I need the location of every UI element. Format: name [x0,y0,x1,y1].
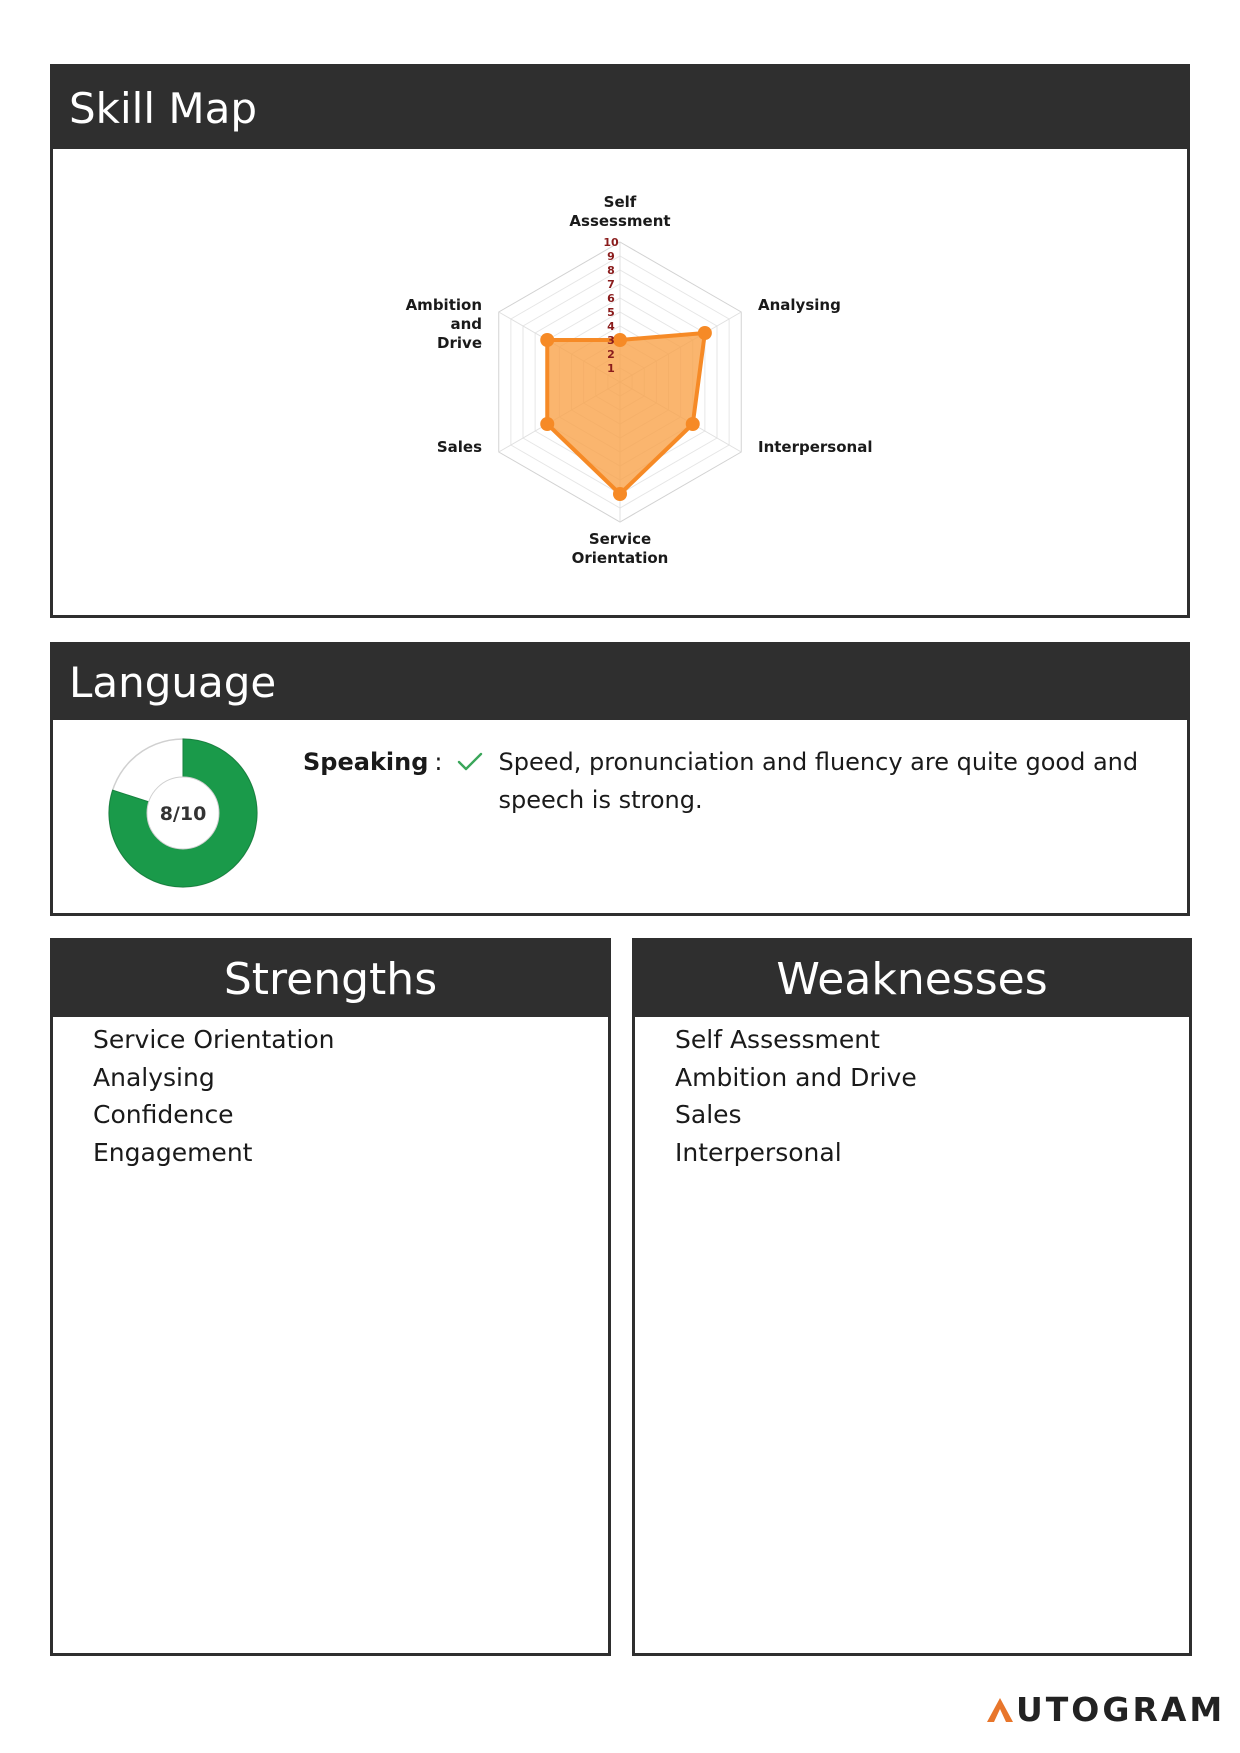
radar-tick-label: 9 [607,250,615,263]
weaknesses-title: Weaknesses [776,953,1048,1005]
radar-axis-label: Sales [436,438,482,456]
weakness-item: Sales [675,1100,742,1129]
radar-data-point [698,326,712,340]
radar-tick-label: 2 [607,348,615,361]
strengths-header [53,941,608,1017]
radar-tick-label: 7 [607,278,615,291]
skill-map-card [50,64,1190,618]
radar-tick-label: 5 [607,306,615,319]
radar-axis-label: and [450,315,482,333]
speaking-colon: : [434,748,443,776]
radar-tick-label: 3 [607,334,615,347]
weaknesses-card [632,938,1192,1656]
radar-tick-label: 8 [607,264,615,277]
language-header [53,645,1187,720]
strength-item: Service Orientation [93,1025,335,1054]
radar-axis-label: Analysing [758,296,841,314]
skill-map-header [53,67,1187,149]
radar-data-point [540,417,554,431]
skill-map-title: Skill Map [69,83,257,133]
radar-chart [53,149,1187,615]
radar-axis-label: Interpersonal [758,438,873,456]
radar-axis-label: Service [588,530,652,548]
radar-data-point [540,333,554,347]
radar-data-area [547,333,705,494]
radar-data-point [613,487,627,501]
speaking-label: Speaking [303,748,429,776]
brand-text: UTOGRAM [1016,1690,1226,1729]
weakness-item: Ambition and Drive [675,1062,917,1092]
check-icon [456,750,484,774]
radar-tick-label: 1 [607,362,615,375]
strengths-card [50,938,611,1656]
radar-tick-label: 4 [607,320,615,333]
weaknesses-list [635,1017,1189,1171]
language-score-donut [103,733,263,893]
autogram-logo [986,1690,1225,1729]
strength-item: Engagement [93,1137,253,1167]
radar-tick-label: 10 [603,236,619,249]
donut-score-label: 8/10 [159,803,207,825]
strengths-list [53,1017,608,1171]
speaking-text: Speed, pronunciation and fluency are quite good and speech is strong. [498,748,1139,814]
weakness-item: Interpersonal [675,1137,842,1167]
radar-axis-label: Ambition [405,296,482,314]
autogram-a-icon [986,1697,1014,1723]
radar-axis-label: Orientation [571,549,669,567]
radar-data-point [613,333,627,347]
weaknesses-header [635,941,1189,1017]
language-title: Language [69,658,277,707]
radar-tick-label: 6 [607,292,615,305]
strength-item: Analysing [93,1062,215,1092]
radar-axis-label: Drive [437,334,482,352]
weakness-item: Self Assessment [675,1025,880,1054]
radar-data-point [686,417,700,431]
radar-axis-label: Assessment [569,212,671,230]
speaking-row [303,743,1138,819]
language-card [50,642,1190,916]
radar-axis-label: Self [603,193,637,211]
strength-item: Confidence [93,1100,234,1129]
strengths-title: Strengths [223,953,438,1005]
